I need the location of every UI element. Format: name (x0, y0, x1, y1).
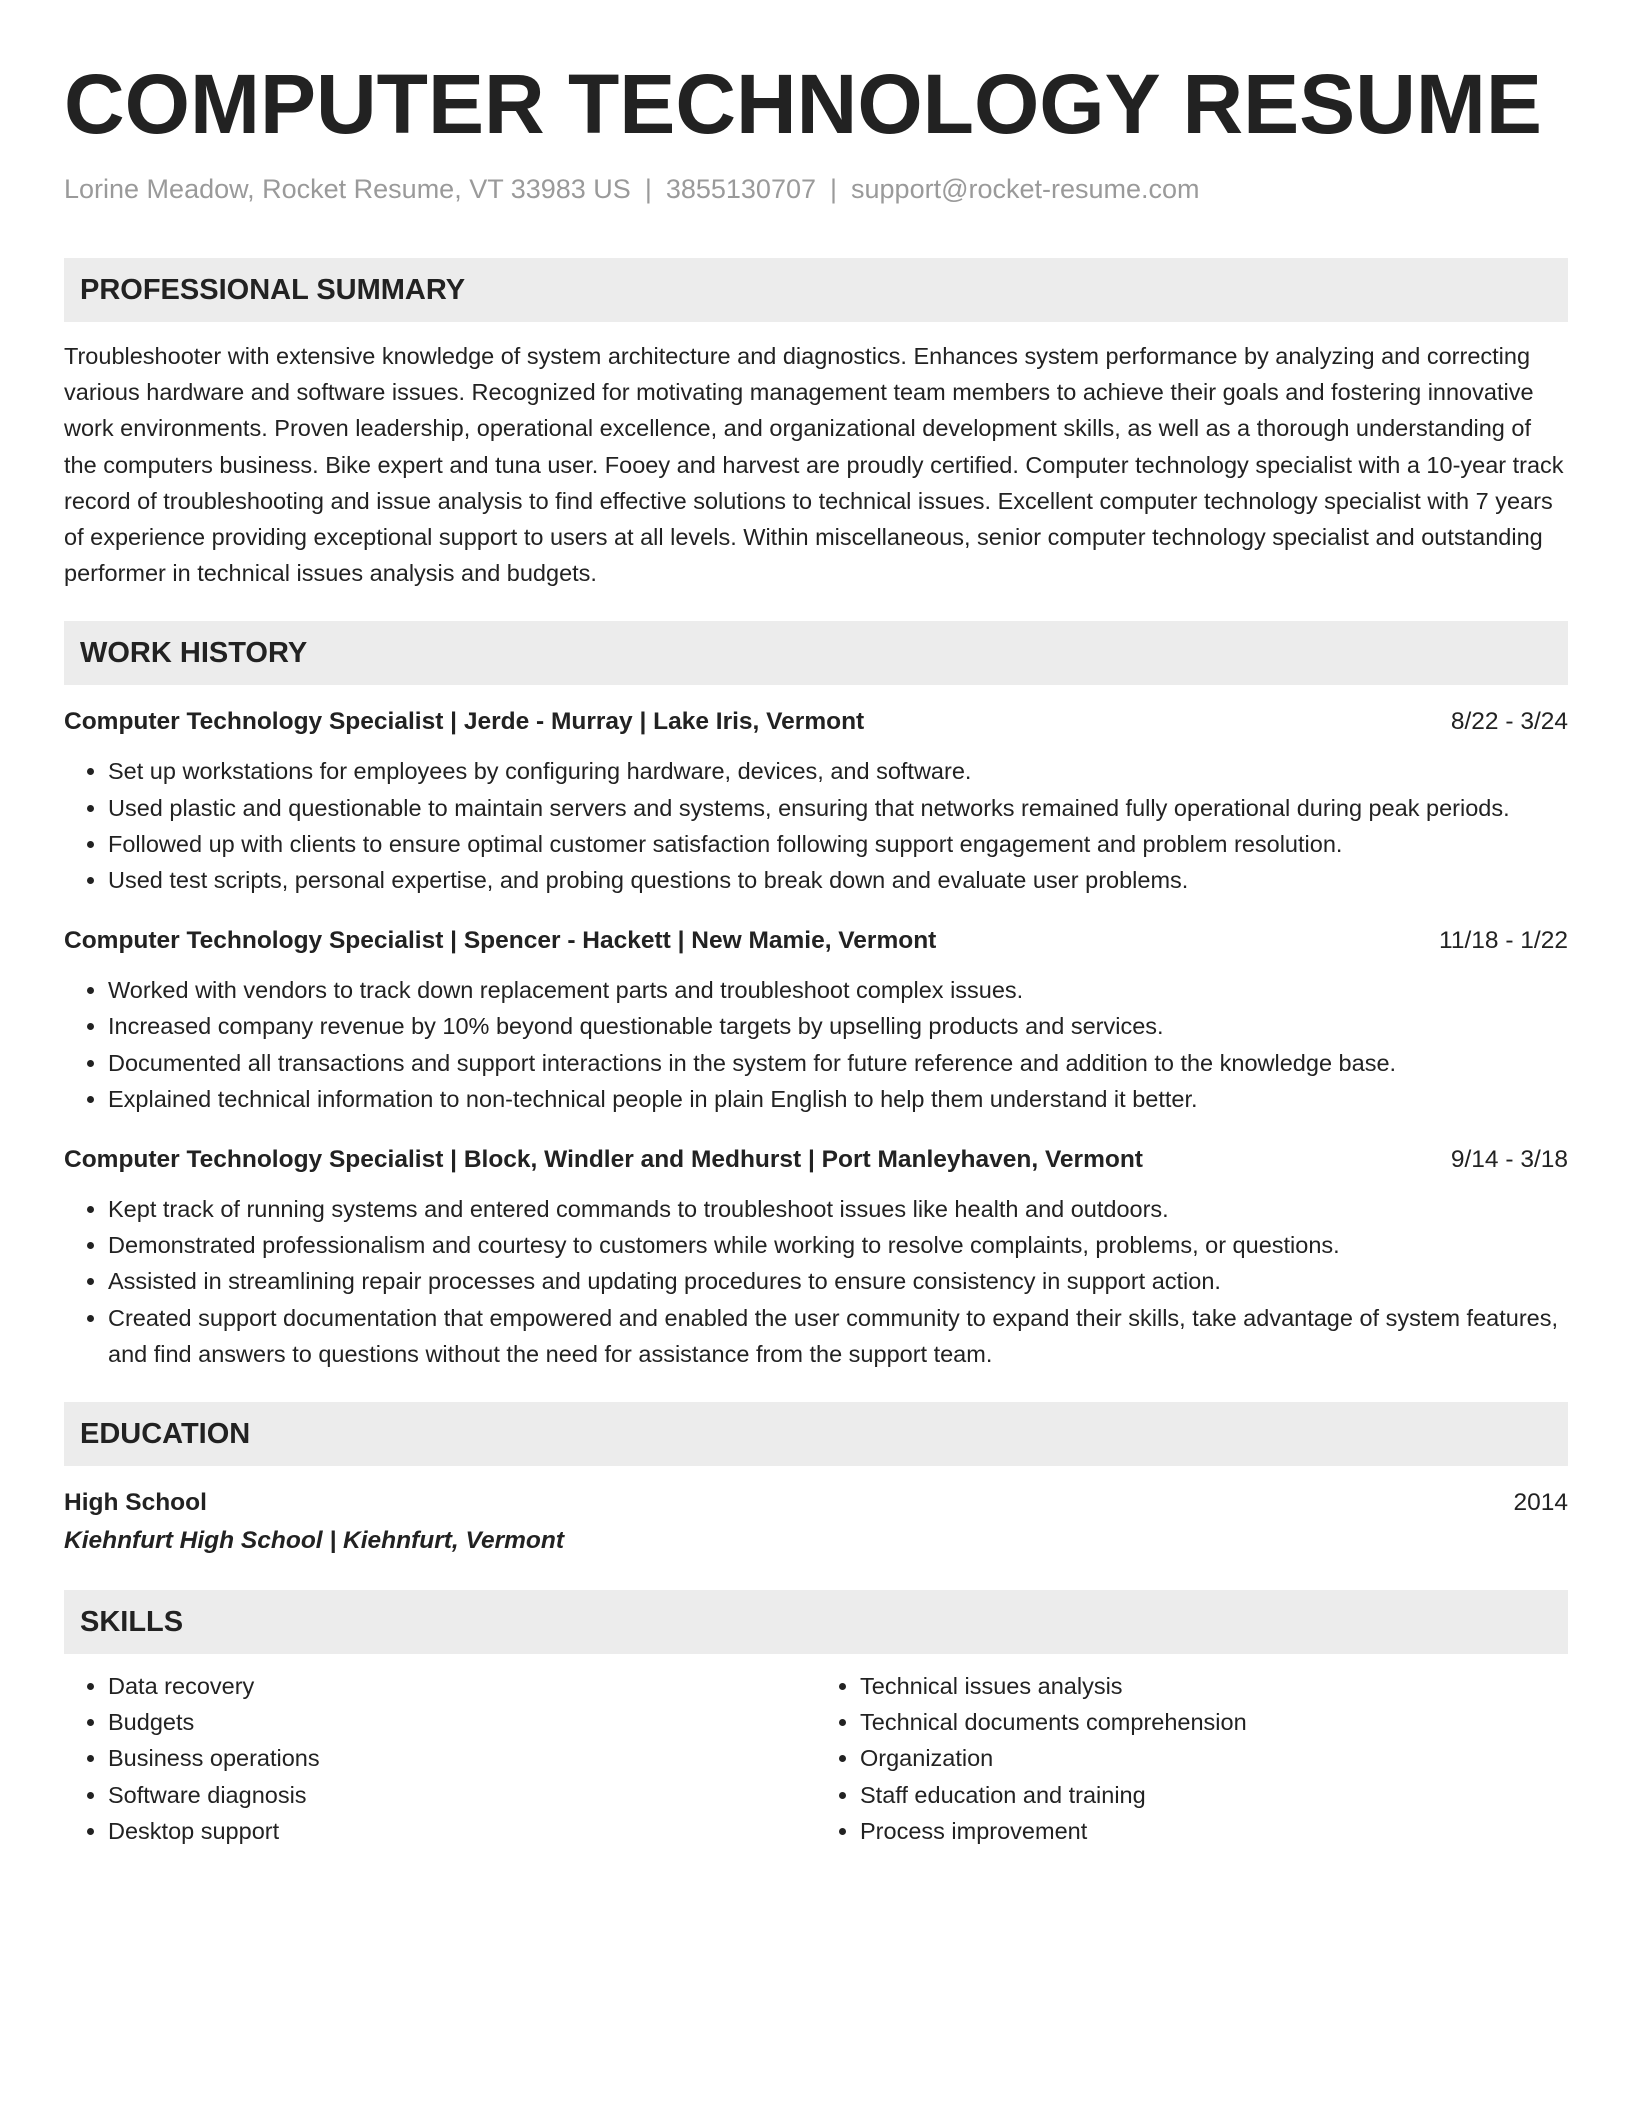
job-bullets (64, 753, 1568, 898)
skill-item: • Technical documents comprehension (860, 1704, 1568, 1740)
job-header (64, 1143, 1568, 1177)
section-header-summary: PROFESSIONAL SUMMARY (64, 258, 1568, 322)
job-entry (64, 1143, 1568, 1372)
education-degree: High School (64, 1489, 207, 1517)
skill-item: • Desktop support (108, 1813, 816, 1849)
skill-item: • Technical issues analysis (860, 1668, 1568, 1704)
contact-separator: | (830, 174, 838, 204)
job-bullets (64, 972, 1568, 1117)
job-title: Computer Technology Specialist | Jerde - Murray | Lake Iris, Vermont (64, 708, 865, 736)
job-bullet: • Documented all transactions and support interactions in the system for future reference and addition to the knowledge base. (108, 1045, 1568, 1081)
skill-item: • Data recovery (108, 1668, 816, 1704)
section-header-education: EDUCATION (64, 1402, 1568, 1466)
skill-item: • Software diagnosis (108, 1777, 816, 1813)
job-bullet: • Set up workstations for employees by configuring hardware, devices, and software. (108, 753, 1568, 789)
job-bullet: • Worked with vendors to track down replacement parts and troubleshoot complex issues. (108, 972, 1568, 1008)
job-bullets (64, 1191, 1568, 1372)
contact-address: Lorine Meadow, Rocket Resume, VT 33983 US (64, 174, 631, 204)
resume-title: COMPUTER TECHNOLOGY RESUME (64, 57, 1542, 151)
skill-item: • Organization (860, 1740, 1568, 1776)
skills-list-right (816, 1668, 1568, 1849)
section-header-work-history: WORK HISTORY (64, 621, 1568, 685)
skill-item: • Staff education and training (860, 1777, 1568, 1813)
skills-list-left (64, 1668, 816, 1849)
contact-phone: 3855130707 (665, 174, 816, 204)
skills-columns (64, 1668, 1568, 1849)
job-bullet: • Followed up with clients to ensure optimal customer satisfaction following support engagement and problem resolution. (108, 826, 1568, 862)
education-year: 2014 (1513, 1489, 1568, 1517)
job-title: Computer Technology Specialist | Spencer - Hackett | New Mamie, Vermont (64, 927, 937, 955)
skill-item: • Business operations (108, 1740, 816, 1776)
job-bullet: • Assisted in streamlining repair processes and updating procedures to ensure consistency in support action. (108, 1263, 1568, 1299)
education-entry (64, 1484, 1568, 1522)
job-bullet: • Kept track of running systems and entered commands to troubleshoot issues like health and outdoors. (108, 1191, 1568, 1227)
summary-text: Troubleshooter with extensive knowledge of system architecture and diagnostics. Enhances system performance by analyzing and correcting various hardware and software issues. Recognized for motivating management team members to achieve their goals and fostering innovative work environments. Proven leadership, operational excellence, and organizational development skills, as well as a thorough understanding of the computers business. Bike expert and tuna user. Fooey and harvest are proudly certified. Computer technology specialist with a 10-year track record of troubleshooting and issue analysis to find effective solutions to technical issues. Excellent computer technology specialist with 7 years of experience providing exceptional support to users at all levels. Within miscellaneous, senior computer technology specialist and outstanding performer in technical issues analysis and budgets. (64, 343, 1564, 587)
job-header (64, 705, 1568, 739)
skill-item: • Process improvement (860, 1813, 1568, 1849)
job-bullet: • Explained technical information to non-technical people in plain English to help them understand it better. (108, 1081, 1568, 1117)
job-bullet: • Demonstrated professionalism and courtesy to customers while working to resolve complaints, problems, or questions. (108, 1227, 1568, 1263)
job-title: Computer Technology Specialist | Block, Windler and Medhurst | Port Manleyhaven, Vermont (64, 1146, 1143, 1174)
education-school: Kiehnfurt High School | Kiehnfurt, Vermont (64, 1527, 565, 1555)
job-entry (64, 705, 1568, 898)
job-bullet: • Used test scripts, personal expertise, and probing questions to break down and evaluate user problems. (108, 862, 1568, 898)
contact-separator: | (644, 174, 652, 204)
job-bullet: • Used plastic and questionable to maintain servers and systems, ensuring that networks remained fully operational during peak periods. (108, 790, 1568, 826)
job-dates: 9/14 - 3/18 (1450, 1146, 1568, 1174)
contact-line (64, 172, 1568, 206)
job-dates: 11/18 - 1/22 (1439, 927, 1568, 955)
job-bullet: • Increased company revenue by 10% beyond questionable targets by upselling products and services. (108, 1008, 1568, 1044)
job-entry (64, 924, 1568, 1117)
job-bullet: • Created support documentation that empowered and enabled the user community to expand their skills, take advantage of system features, and find answers to questions without the need for assistance from the support team. (108, 1300, 1568, 1372)
section-header-skills: SKILLS (64, 1590, 1568, 1654)
job-header (64, 924, 1568, 958)
skill-item: • Budgets (108, 1704, 816, 1740)
job-dates: 8/22 - 3/24 (1450, 708, 1568, 736)
contact-email: support@rocket-resume.com (851, 174, 1200, 204)
